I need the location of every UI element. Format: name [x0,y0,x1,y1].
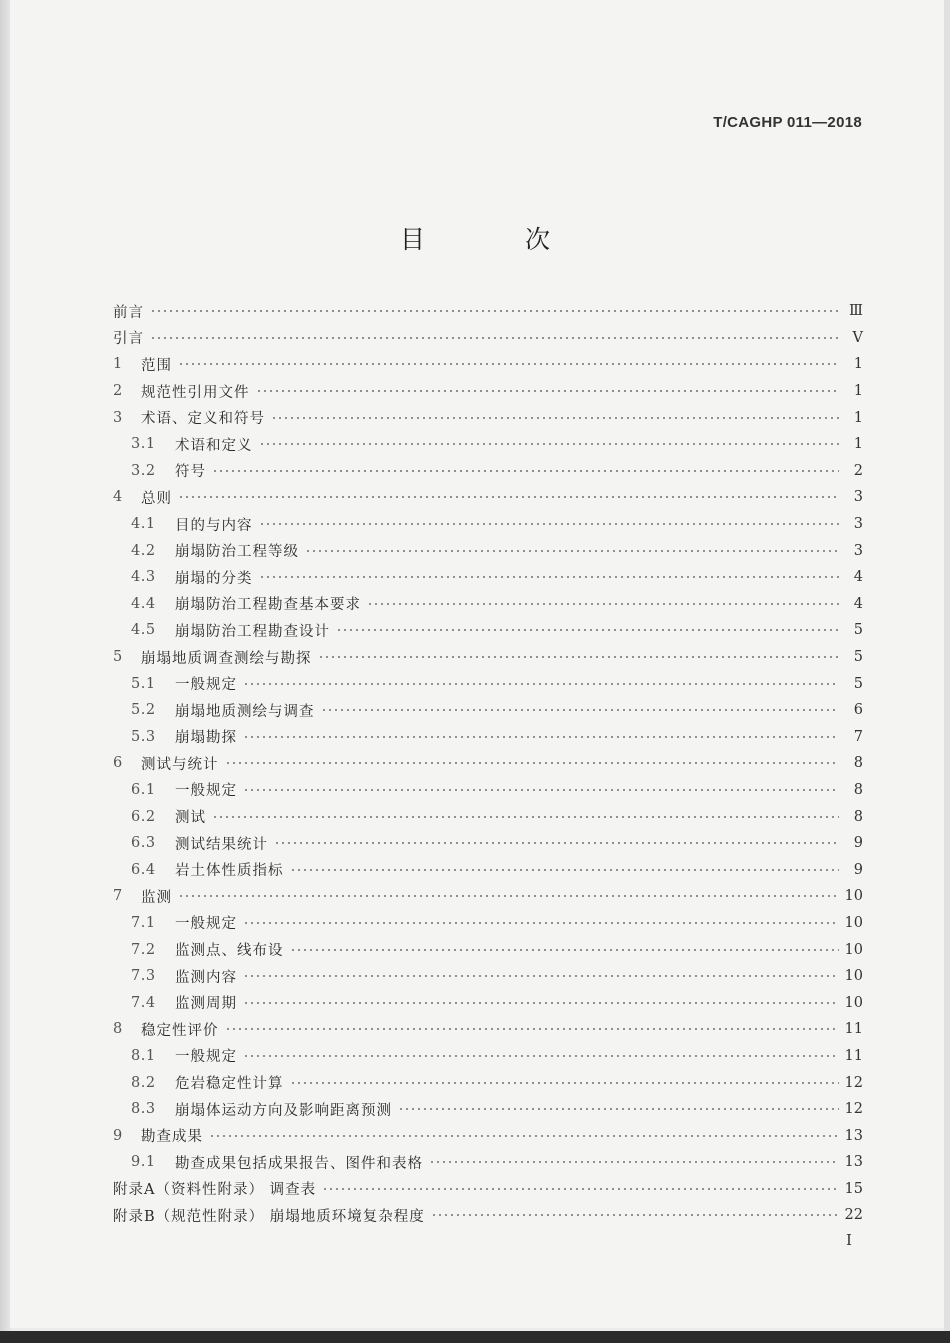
toc-entry-title: 范围 [141,357,172,374]
toc-entry-page: 9 [853,861,863,878]
dot-leader [178,895,839,897]
toc-entry-page: 10 [844,914,863,931]
toc-entry[interactable] [113,883,863,910]
scan-edge [944,0,950,1343]
toc-entry-number: 6.2 [131,808,156,825]
toc-entry-number: 6.3 [131,835,156,852]
toc-entry-number: 7.3 [131,968,156,985]
toc-entry-number: 6.4 [131,861,156,878]
toc-entry-page: 4 [853,569,863,586]
toc-entry-title: 崩塌体运动方向及影响距离预测 [175,1102,392,1119]
toc-entry[interactable] [113,670,863,697]
toc-entry-page: 8 [853,755,863,772]
toc-entry-title: 监测 [141,889,172,906]
toc-title: 目 次 [400,225,596,254]
toc-entry-title: 一般规定 [175,677,237,694]
toc-entry[interactable] [113,830,863,857]
toc-entry-page: 1 [853,356,863,373]
toc-entry-page: 7 [853,728,863,745]
dot-leader [367,603,839,605]
toc-entry-number: 8 [113,1021,123,1038]
toc-entry-number: 6.1 [131,781,156,798]
toc-entry-number: 9.1 [131,1154,156,1171]
dot-leader [321,709,840,711]
toc-entry-number: 5.3 [131,728,156,745]
toc-entry-title: 一般规定 [175,916,237,933]
toc-entry[interactable] [113,564,863,591]
toc-entry-title: 崩塌勘探 [175,730,237,747]
toc-entry[interactable] [113,963,863,990]
toc-entry[interactable] [113,484,863,511]
toc-entry-number: 6 [113,755,123,772]
toc-entry-number: 1 [113,356,123,373]
toc-entry-page: 1 [853,409,863,426]
toc-entry-page: 8 [853,781,863,798]
toc-entry-page: 11 [844,1047,863,1064]
toc-entry[interactable] [113,325,863,352]
toc-entry[interactable] [113,1122,863,1149]
dot-leader [178,363,839,365]
toc-entry-number: 7.4 [131,994,156,1011]
toc-entry-page: 3 [853,516,863,533]
toc-entry-title: 监测周期 [175,996,237,1013]
toc-entry-title: 目的与内容 [175,517,253,534]
toc-entry-page: 3 [853,542,863,559]
toc-entry-title: 崩塌地质测绘与调查 [175,703,315,720]
toc-entry-page: 3 [853,489,863,506]
standard-code: T/CAGHP 011—2018 [713,114,862,131]
toc-entry-number: 7.1 [131,914,156,931]
dot-leader [336,629,839,631]
toc-entry-page: 4 [853,595,863,612]
toc-entry-title: 岩土体性质指标 [175,863,284,880]
dot-leader [290,869,840,871]
toc-entry-page: 1 [853,436,863,453]
toc-entry-number: 9 [113,1127,123,1144]
toc-entry-title: 术语和定义 [175,437,253,454]
toc-entry[interactable] [113,644,863,671]
toc-entry-title: 一般规定 [175,783,237,800]
toc-entry-title: 附录B（规范性附录） 崩塌地质环境复杂程度 [113,1208,425,1225]
toc-entry[interactable] [113,697,863,724]
toc-entry[interactable] [113,298,863,325]
toc-entry-title: 总则 [141,490,172,507]
toc-entry-title: 测试结果统计 [175,836,268,853]
toc-entry[interactable] [113,458,863,485]
toc-entry-page: Ⅴ [852,329,863,346]
toc-entry-title: 前言 [113,304,144,321]
toc-entry[interactable] [113,537,863,564]
toc-entry-page: Ⅲ [849,303,863,320]
toc-entry[interactable] [113,910,863,937]
toc-entry-title: 规范性引用文件 [141,384,250,401]
toc-entry-title: 测试 [175,810,206,827]
dot-leader [322,1188,838,1190]
dot-leader [150,337,839,339]
toc-entry-title: 勘查成果包括成果报告、图件和表格 [175,1155,423,1172]
toc-entry-number: 8.1 [131,1047,156,1064]
toc-entry-number: 4 [113,489,123,506]
toc-entry-number: 8.2 [131,1074,156,1091]
dot-leader [243,1055,839,1057]
dot-leader [431,1214,839,1216]
toc-entry[interactable] [113,1202,863,1229]
dot-leader [209,1135,839,1137]
dot-leader [212,816,839,818]
toc-entry-page: 1 [853,383,863,400]
toc-entry[interactable] [113,750,863,777]
toc-entry-title: 危岩稳定性计算 [175,1076,284,1093]
toc-entry[interactable] [113,1069,863,1096]
dot-leader [259,443,840,445]
dot-leader [290,1082,839,1084]
toc-entry[interactable] [113,591,863,618]
scan-edge-bottom [0,1331,950,1343]
toc-entry-page: 10 [844,888,863,905]
toc-entry[interactable] [113,1149,863,1176]
toc-entry-title: 崩塌防治工程勘查基本要求 [175,597,361,614]
toc-entry-page: 15 [844,1180,863,1197]
toc-entry-number: 4.5 [131,622,156,639]
toc-entry-page: 5 [853,622,863,639]
toc-entry-title: 稳定性评价 [141,1022,219,1039]
toc-entry[interactable] [113,431,863,458]
toc-entry[interactable] [113,1016,863,1043]
dot-leader [290,949,839,951]
toc-entry[interactable] [113,989,863,1016]
dot-leader [318,656,840,658]
toc-entry-title: 引言 [113,331,144,348]
toc-entry-number: 4.4 [131,595,156,612]
toc-entry[interactable] [113,1176,863,1203]
toc-entry-page: 10 [844,941,863,958]
toc-entry-number: 3.1 [131,436,156,453]
page-number: Ⅰ [846,1231,852,1249]
toc-entry-page: 10 [844,968,863,985]
dot-leader [259,523,840,525]
toc-entry[interactable] [113,856,863,883]
dot-leader [225,1028,839,1030]
toc-entry-number: 3 [113,409,123,426]
toc-entry[interactable] [113,404,863,431]
dot-leader [398,1108,839,1110]
toc-entry[interactable] [113,511,863,538]
toc-entry-number: 5.1 [131,675,156,692]
toc-entry-title: 崩塌防治工程勘查设计 [175,623,330,640]
dot-leader [212,470,839,472]
dot-leader [243,922,839,924]
toc-entry-page: 13 [844,1127,863,1144]
toc-entry-number: 4.2 [131,542,156,559]
dot-leader [243,1002,839,1004]
toc-entry-title: 术语、定义和符号 [141,411,265,428]
toc-entry-number: 4.3 [131,569,156,586]
toc-entry-page: 9 [853,835,863,852]
toc-entry-page: 5 [853,675,863,692]
toc-entry[interactable] [113,617,863,644]
toc-entry-title: 崩塌防治工程等级 [175,544,299,561]
toc-entry-page: 13 [844,1154,863,1171]
toc-entry-title: 一般规定 [175,1049,237,1066]
toc-entry-page: 10 [844,994,863,1011]
toc-entry-page: 5 [853,649,863,666]
toc-entry-number: 2 [113,383,123,400]
toc-entry-title: 勘查成果 [141,1129,203,1146]
table-of-contents [113,298,863,1229]
dot-leader [271,417,839,419]
toc-entry[interactable] [113,1096,863,1123]
toc-entry-page: 12 [844,1101,863,1118]
toc-entry-page: 8 [853,808,863,825]
dot-leader [243,736,839,738]
toc-entry[interactable] [113,1043,863,1070]
dot-leader [150,310,839,312]
toc-entry-title: 符号 [175,464,206,481]
dot-leader [243,683,839,685]
toc-entry-title: 崩塌的分类 [175,570,253,587]
dot-leader [225,762,840,764]
toc-entry-page: 22 [844,1207,863,1224]
toc-entry-number: 7 [113,888,123,905]
toc-entry[interactable] [113,378,863,405]
toc-entry-title: 附录A（资料性附录） 调查表 [113,1182,317,1199]
toc-entry-page: 11 [844,1021,863,1038]
dot-leader [178,496,839,498]
dot-leader [259,576,840,578]
dot-leader [243,789,839,791]
dot-leader [305,550,839,552]
toc-entry-number: 5 [113,649,123,666]
toc-entry-number: 4.1 [131,516,156,533]
dot-leader [256,390,840,392]
toc-entry-number: 3.2 [131,462,156,479]
toc-entry[interactable] [113,803,863,830]
toc-entry-number: 7.2 [131,941,156,958]
toc-entry-page: 6 [853,702,863,719]
toc-entry-number: 5.2 [131,702,156,719]
toc-entry[interactable] [113,936,863,963]
dot-leader [429,1161,839,1163]
dot-leader [243,975,839,977]
toc-entry-page: 2 [853,462,863,479]
toc-entry[interactable] [113,777,863,804]
toc-entry-title: 监测点、线布设 [175,943,284,960]
toc-entry-title: 测试与统计 [141,756,219,773]
toc-entry-title: 崩塌地质调查测绘与勘探 [141,650,312,667]
dot-leader [274,842,839,844]
toc-entry[interactable] [113,351,863,378]
toc-entry-page: 12 [844,1074,863,1091]
toc-entry-number: 8.3 [131,1101,156,1118]
toc-entry[interactable] [113,724,863,751]
toc-entry-title: 监测内容 [175,969,237,986]
